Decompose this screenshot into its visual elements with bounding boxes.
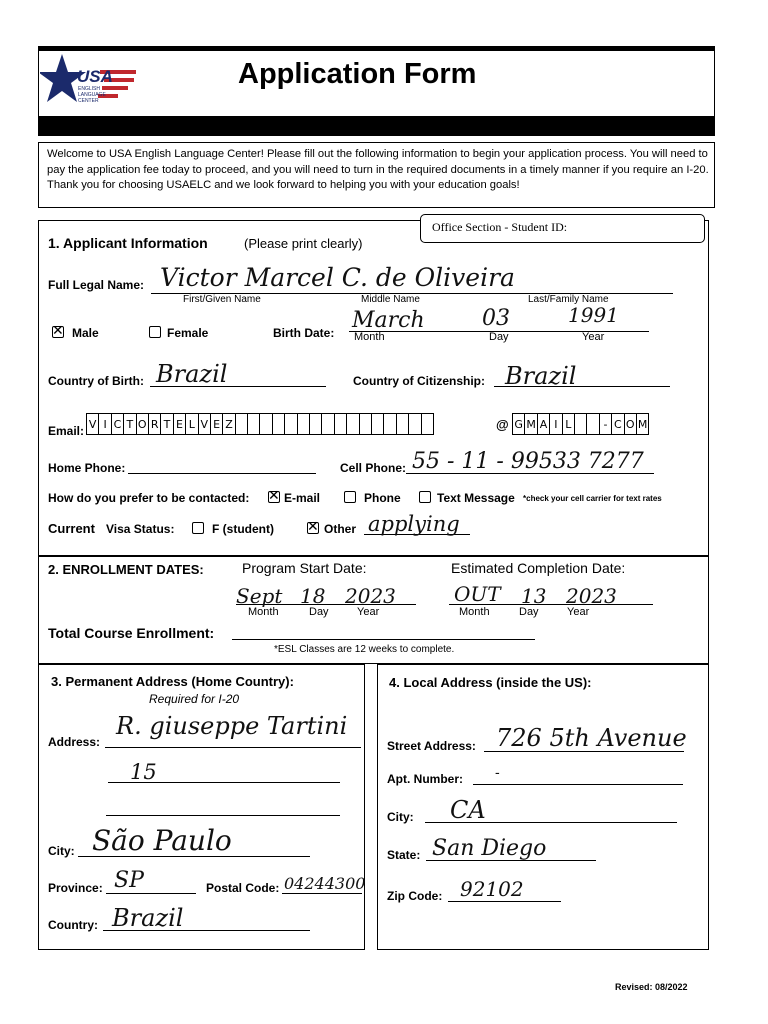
start-month-value[interactable]: Sept: [236, 584, 283, 608]
province-line: [106, 893, 196, 894]
citizenship-label: Country of Citizenship:: [353, 374, 485, 388]
birth-sub-year: Year: [582, 331, 605, 343]
email-user-cell[interactable]: [309, 413, 322, 435]
state-label: State:: [387, 848, 421, 862]
contact-phone-checkbox[interactable]: [344, 491, 356, 503]
birth-year-value[interactable]: 1991: [568, 303, 619, 327]
email-domain-cell[interactable]: A: [537, 413, 550, 435]
perm-address-line2-value[interactable]: 15: [130, 760, 157, 784]
completion-day-value[interactable]: 13: [521, 584, 547, 608]
postal-code-label: Postal Code:: [206, 881, 280, 895]
section4-heading: 4. Local Address (inside the US):: [389, 675, 592, 690]
province-label: Province:: [48, 881, 103, 895]
logo-text: USA: [77, 67, 113, 86]
email-user-cell[interactable]: V: [86, 413, 99, 435]
start-sub-year: Year: [357, 606, 380, 618]
apt-number-label: Apt. Number:: [387, 772, 463, 786]
section3-box: [38, 664, 365, 950]
perm-address-label: Address:: [48, 735, 101, 749]
intro-text: Welcome to USA English Language Center! Please fill out the following information to begin your application process. You will need to pay the application fee today to proceed, and you will need to turn in the required documents in a timely manner if you require an I-20. Thank you for choosing USAELC and we look forward to helping you with your education goals!: [47, 148, 709, 192]
perm-country-label: Country:: [48, 918, 98, 932]
completion-month-value[interactable]: OUT: [454, 582, 501, 606]
name-sub-last: Last/Family Name: [528, 294, 609, 305]
birth-day-value[interactable]: 03: [482, 306, 510, 331]
email-user-cell[interactable]: [284, 413, 297, 435]
local-city-label: City:: [387, 810, 414, 824]
female-checkbox[interactable]: [149, 326, 161, 338]
email-user-cell[interactable]: E: [173, 413, 186, 435]
birth-date-label: Birth Date:: [273, 326, 335, 340]
logo-subtext: ENGLISH LANGUAGE CENTER: [78, 86, 106, 104]
country-birth-value[interactable]: Brazil: [156, 360, 228, 388]
email-domain-cell[interactable]: G: [512, 413, 525, 435]
email-user-cell[interactable]: Z: [222, 413, 235, 435]
email-user-cell[interactable]: [297, 413, 310, 435]
total-enrollment-label: Total Course Enrollment:: [48, 625, 215, 641]
cell-phone-value[interactable]: 55 - 11 - 99533 7277: [412, 449, 644, 474]
email-user-cell[interactable]: [259, 413, 272, 435]
logo: [40, 52, 140, 110]
contact-text-label: Text Message: [437, 491, 515, 505]
perm-address-line3: [106, 815, 340, 816]
email-user-cell[interactable]: [334, 413, 347, 435]
email-user-cell[interactable]: [408, 413, 421, 435]
start-day-value[interactable]: 18: [300, 584, 326, 608]
name-sub-middle: Middle Name: [361, 294, 420, 305]
visa-other-value[interactable]: applying: [368, 512, 460, 536]
email-domain-cell[interactable]: C: [611, 413, 624, 435]
email-label: Email:: [48, 424, 85, 438]
email-user-cell[interactable]: C: [111, 413, 124, 435]
start-year-value[interactable]: 2023: [345, 584, 396, 608]
apt-number-line: [473, 784, 683, 785]
birth-month-value[interactable]: March: [352, 308, 425, 333]
home-phone-line: [128, 473, 316, 474]
email-user-cell[interactable]: [272, 413, 285, 435]
completion-sub-year: Year: [567, 606, 590, 618]
start-sub-day: Day: [309, 606, 329, 618]
email-domain-cell[interactable]: L: [562, 413, 575, 435]
completion-sub-day: Day: [519, 606, 539, 618]
email-user-cell[interactable]: T: [123, 413, 136, 435]
perm-country-value[interactable]: Brazil: [112, 904, 184, 932]
email-user-cells[interactable]: [86, 413, 433, 435]
zip-code-value[interactable]: 92102: [460, 877, 524, 901]
email-user-cell[interactable]: E: [210, 413, 223, 435]
email-user-cell[interactable]: L: [185, 413, 198, 435]
citizenship-value[interactable]: Brazil: [505, 362, 577, 390]
email-user-cell[interactable]: [383, 413, 396, 435]
contact-pref-label: How do you prefer to be contacted:: [48, 491, 250, 505]
perm-address-line1: [105, 747, 361, 748]
contact-text-note: *check your cell carrier for text rates: [523, 494, 662, 503]
section3-heading: 3. Permanent Address (Home Country):: [51, 674, 294, 689]
email-domain-cell[interactable]: M: [636, 413, 649, 435]
header-bottom-bar: [38, 116, 715, 136]
esl-note: *ESL Classes are 12 weeks to complete.: [274, 644, 455, 655]
email-user-cell[interactable]: O: [136, 413, 149, 435]
female-label: Female: [167, 326, 209, 340]
visa-label-bold: Current: [48, 521, 95, 536]
country-birth-label: Country of Birth:: [48, 374, 144, 388]
perm-city-label: City:: [48, 844, 75, 858]
email-user-cell[interactable]: V: [198, 413, 211, 435]
section4-box: [377, 664, 709, 950]
visa-other-checkbox[interactable]: [307, 522, 319, 534]
email-domain-cells[interactable]: [512, 413, 648, 435]
contact-text-checkbox[interactable]: [419, 491, 431, 503]
name-sub-first: First/Given Name: [183, 294, 261, 305]
zip-code-line: [448, 901, 561, 902]
full-name-label: Full Legal Name:: [48, 278, 145, 292]
contact-phone-label: Phone: [364, 491, 401, 505]
email-domain-cell[interactable]: [586, 413, 599, 435]
email-user-cell[interactable]: [235, 413, 248, 435]
email-domain-cell[interactable]: M: [524, 413, 537, 435]
email-user-cell[interactable]: [247, 413, 260, 435]
email-user-cell[interactable]: [321, 413, 334, 435]
local-city-value[interactable]: CA: [450, 796, 486, 824]
completion-year-value[interactable]: 2023: [566, 584, 617, 608]
email-domain-cell[interactable]: [574, 413, 587, 435]
section1-heading-note: (Please print clearly): [244, 236, 363, 251]
section1-heading: 1. Applicant Information: [48, 235, 208, 251]
perm-city-value[interactable]: São Paulo: [92, 824, 232, 857]
start-sub-month: Month: [248, 606, 279, 618]
revised-date: Revised: 08/2022: [615, 982, 688, 992]
visa-label: Visa Status:: [106, 522, 175, 536]
zip-code-label: Zip Code:: [387, 889, 443, 903]
contact-email-label: E-mail: [284, 491, 321, 505]
apt-number-value[interactable]: -: [495, 765, 500, 781]
full-name-value[interactable]: Victor Marcel C. de Oliveira: [160, 263, 515, 292]
contact-email-checkbox[interactable]: [268, 491, 280, 503]
email-domain-cell[interactable]: I: [549, 413, 562, 435]
state-value[interactable]: San Diego: [432, 836, 547, 861]
email-user-cell[interactable]: [421, 413, 434, 435]
start-date-label: Program Start Date:: [242, 560, 367, 576]
perm-address-line1-value[interactable]: R. giuseppe Tartini: [116, 712, 348, 740]
street-address-label: Street Address:: [387, 739, 476, 753]
email-user-cell[interactable]: I: [98, 413, 111, 435]
email-domain-cell[interactable]: O: [624, 413, 637, 435]
postal-code-value[interactable]: 04244300: [284, 874, 366, 893]
email-user-cell[interactable]: [346, 413, 359, 435]
email-domain-cell[interactable]: -: [599, 413, 612, 435]
postal-code-line: [282, 893, 362, 894]
male-checkbox[interactable]: [52, 326, 64, 338]
page-title: Application Form: [238, 58, 477, 90]
email-at-sign: @: [496, 417, 509, 432]
email-user-cell[interactable]: [396, 413, 409, 435]
home-phone-label: Home Phone:: [48, 461, 126, 475]
visa-f-label: F (student): [212, 522, 274, 536]
email-user-cell[interactable]: T: [160, 413, 173, 435]
visa-f-checkbox[interactable]: [192, 522, 204, 534]
cell-phone-label: Cell Phone:: [340, 461, 407, 475]
completion-date-label: Estimated Completion Date:: [451, 560, 626, 576]
email-user-cell[interactable]: [371, 413, 384, 435]
birth-sub-month: Month: [354, 331, 385, 343]
required-note: Required for I-20: [149, 692, 240, 706]
email-user-cell[interactable]: R: [148, 413, 161, 435]
email-user-cell[interactable]: [359, 413, 372, 435]
total-enrollment-line[interactable]: [232, 639, 535, 640]
visa-other-label: Other: [324, 522, 357, 536]
street-address-value[interactable]: 726 5th Avenue: [496, 724, 687, 752]
male-label: Male: [72, 326, 99, 340]
section2-heading: 2. ENROLLMENT DATES:: [48, 562, 204, 577]
completion-sub-month: Month: [459, 606, 490, 618]
birth-sub-day: Day: [489, 331, 509, 343]
office-section-label: Office Section - Student ID:: [432, 220, 568, 234]
province-value[interactable]: SP: [114, 868, 144, 893]
